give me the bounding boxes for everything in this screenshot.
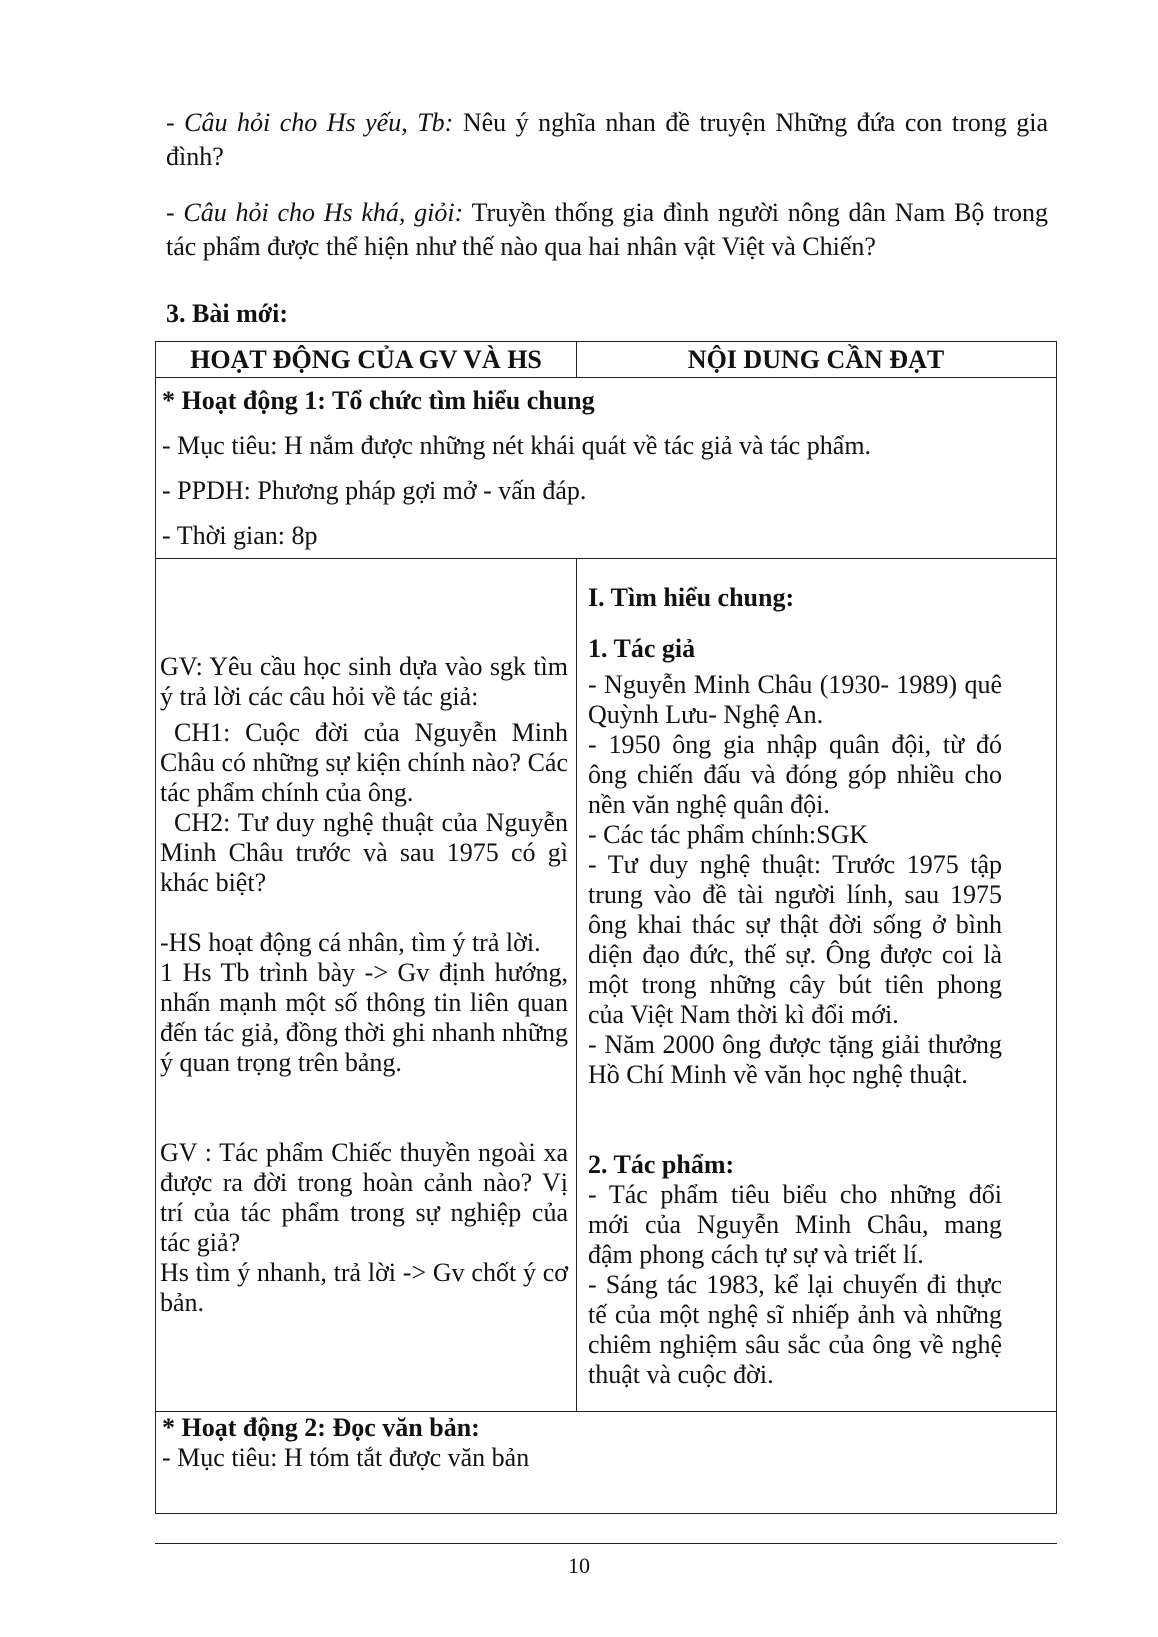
- author-point-1: - Nguyễn Minh Châu (1930- 1989) quê Quỳnh Lưu- Nghệ An.: [588, 670, 1002, 729]
- lesson-table: [155, 341, 1057, 1514]
- author-point-2: - 1950 ông gia nhập quân đội, từ đó ông chiến đấu và đóng góp nhiều cho nền văn nghệ quân đội.: [588, 730, 1002, 819]
- author-point-4: - Tư duy nghệ thuật: Trước 1975 tập trung vào đề tài người lính, sau 1975 ông khai thác sự thật đời sống ở bình diện đạo đức, thế sự. Ông được coi là một trong những cây bút tiên phong của Việt Nam thời kì đổi mới.: [588, 850, 1002, 1029]
- weak-question-label: Câu hỏi cho Hs yếu, Tb:: [184, 108, 454, 137]
- weak-question-text: Nêu ý nghĩa nhan đề truyện Những đứa con trong gia đình?: [166, 108, 1048, 171]
- strong-question-text: Truyền thống gia đình người nông dân Nam Bộ trong tác phẩm được thể hiện như thế nào qua hai nhân vật Việt và Chiến?: [166, 198, 1048, 261]
- gv-question-work: GV : Tác phẩm Chiếc thuyền ngoài xa được ra đời trong hoàn cảnh nào? Vị trí của tác phẩm trong sự nghiệp của tác giả?: [160, 1138, 568, 1257]
- activity1-divider: [156, 558, 1056, 559]
- strong-student-question: - Câu hỏi cho Hs khá, giỏi: Truyền thống gia đình người nông dân Nam Bộ trong tác phẩm được thể hiện như thế nào qua hai nhân vật Việt và Chiến?: [166, 198, 1048, 261]
- activity2-title: * Hoạt động 2: Đọc văn bản:: [162, 1413, 480, 1442]
- footer-divider: [155, 1543, 1057, 1544]
- weak-student-question: - Câu hỏi cho Hs yếu, Tb: Nêu ý nghĩa nhan đề truyện Những đứa con trong gia đình?: [166, 108, 1048, 171]
- activity2-objective: - Mục tiêu: H tóm tắt được văn bản: [162, 1443, 530, 1472]
- hs-presentation: 1 Hs Tb trình bày -> Gv định hướng, nhấn mạnh một số thông tin liên quan đến tác giả, đồng thời ghi nhanh những ý quan trọng trên bảng.: [160, 958, 568, 1077]
- hs-individual-work: -HS hoạt động cá nhân, tìm ý trả lời.: [160, 928, 541, 957]
- strong-question-label: Câu hỏi cho Hs khá, giỏi:: [183, 198, 464, 227]
- work-point-1: - Tác phẩm tiêu biểu cho những đổi mới của Nguyễn Minh Châu, mang đậm phong cách tự sự và triết lí.: [588, 1180, 1002, 1269]
- activity1-block: [162, 378, 1042, 558]
- activity2-block: [162, 1413, 1042, 1473]
- body-column-divider: [576, 558, 577, 1411]
- activity1-time: - Thời gian: 8p: [162, 521, 318, 550]
- author-title: 1. Tác giả: [588, 634, 696, 663]
- work-point-2: - Sáng tác 1983, kể lại chuyến đi thực tế của một nghệ sĩ nhiếp ảnh và những chiêm nghiệm sâu sắc của ông về nghệ thuật và cuộc đời.: [588, 1270, 1002, 1389]
- section-general-overview: I. Tìm hiểu chung:: [588, 583, 795, 612]
- activity1-title: * Hoạt động 1: Tổ chức tìm hiểu chung: [162, 386, 595, 415]
- header-required-content: NỘI DUNG CẦN ĐẠT: [687, 345, 945, 374]
- author-point-5: - Năm 2000 ông được tặng giải thưởng Hồ Chí Minh về văn học nghệ thuật.: [588, 1030, 1002, 1089]
- work-title: 2. Tác phẩm:: [588, 1150, 735, 1179]
- page-number: 10: [568, 1553, 590, 1578]
- question-ch2: CH2: Tư duy nghệ thuật của Nguyễn Minh Châu trước và sau 1975 có gì khác biệt?: [160, 808, 568, 897]
- activity1-method: - PPDH: Phương pháp gợi mở - vấn đáp.: [162, 476, 587, 505]
- question-ch1: CH1: Cuộc đời của Nguyễn Minh Châu có những sự kiện chính nào? Các tác phẩm chính của ông.: [160, 718, 568, 807]
- activity1-objective: - Mục tiêu: H nắm được những nét khái quát về tác giả và tác phẩm.: [162, 431, 872, 460]
- section-heading-new-lesson: 3. Bài mới:: [166, 299, 289, 328]
- header-teacher-student-activity: HOẠT ĐỘNG CỦA GV VÀ HS: [190, 345, 542, 374]
- hs-answer-work: Hs tìm ý nhanh, trả lời -> Gv chốt ý cơ bản.: [160, 1258, 568, 1317]
- author-point-3: - Các tác phẩm chính:SGK: [588, 820, 869, 849]
- activity2-divider: [156, 1411, 1056, 1412]
- gv-request-authors: GV: Yêu cầu học sinh dựa vào sgk tìm ý trả lời các câu hỏi về tác giả:: [160, 652, 568, 711]
